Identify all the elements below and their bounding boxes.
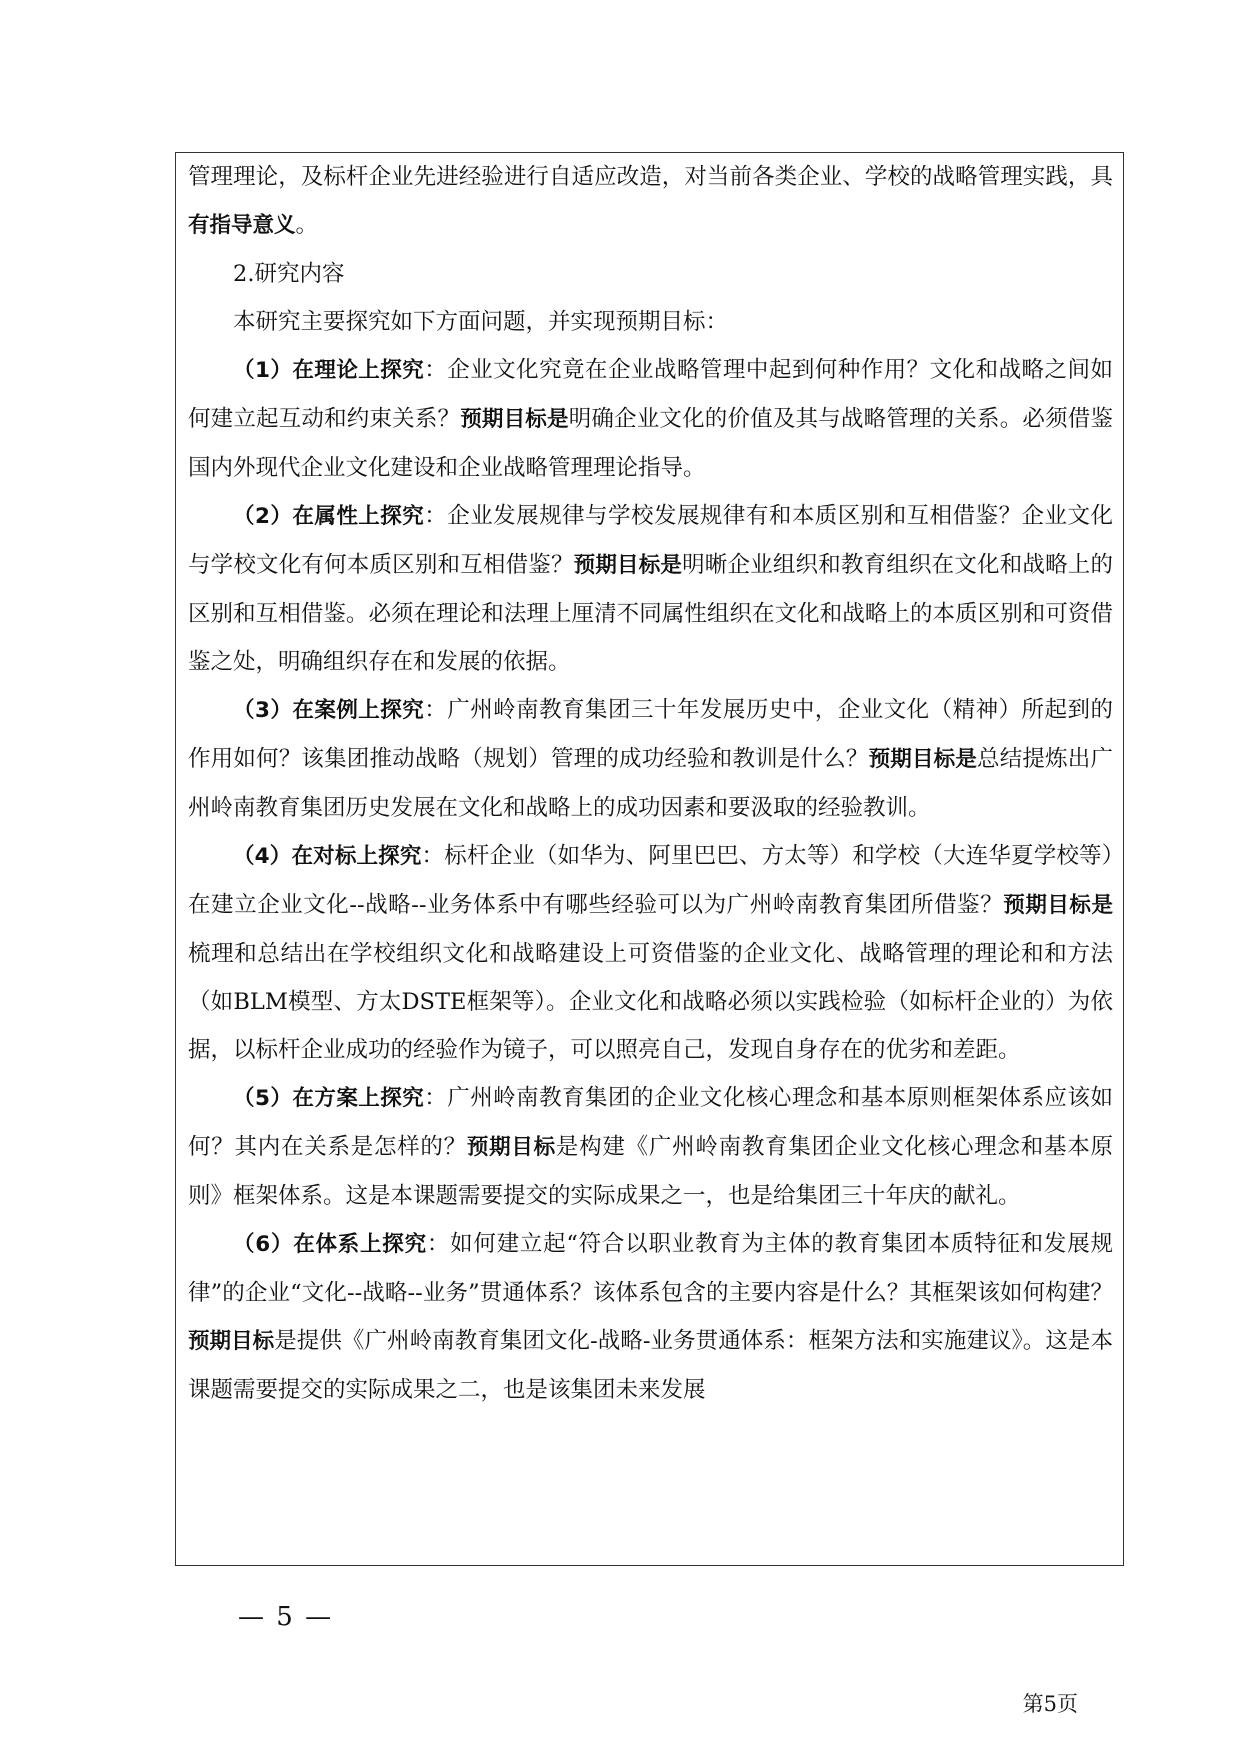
item-paragraph-3 xyxy=(188,686,1113,832)
item-number: （5） xyxy=(233,1086,293,1111)
item-label: 在对标上探究 xyxy=(291,844,422,869)
goal-label: 预期目标 xyxy=(188,1329,275,1354)
item-colon: ： xyxy=(424,503,448,529)
item-number: （3） xyxy=(233,698,293,723)
intro-paragraph: 本研究主要探究如下方面问题，并实现预期目标： xyxy=(233,309,729,335)
item-question: 企业发展规律与学校发展规律有和本质区别和互相借鉴？企业文化与学校文化有何本质区别和互相借鉴？ xyxy=(188,503,1113,578)
item-paragraph-5 xyxy=(188,1074,1113,1220)
goal-label: 预期目标是 xyxy=(573,553,683,578)
goal-label: 预期目标 xyxy=(466,1135,556,1160)
item-paragraph-1 xyxy=(188,346,1113,492)
item-label: 在案例上探究 xyxy=(292,698,425,723)
goal-text: 总结提炼出广州岭南教育集团历史发展在文化和战略上的成功因素和要汲取的经验教训。 xyxy=(188,746,1113,821)
goal-label: 预期目标是 xyxy=(1003,893,1113,918)
item-label: 在方案上探究 xyxy=(292,1086,425,1111)
goal-label: 预期目标是 xyxy=(460,407,569,432)
item-number: （4） xyxy=(233,844,292,869)
goal-text: 是提供《广州岭南教育集团文化-战略-业务贯通体系：框架方法和实施建议》。这是本课题需要提交的实际成果之二，也是该集团未来发展 xyxy=(188,1328,1113,1403)
continuation-paragraph xyxy=(188,153,1113,250)
item-paragraph-4 xyxy=(188,832,1113,1074)
item-number: （6） xyxy=(233,1232,294,1257)
item-label: 在体系上探究 xyxy=(293,1232,427,1257)
item-colon: ： xyxy=(426,1231,451,1257)
text-run: 管理理论，及标杆企业先进经验进行自适应改造，对当前各类企业、学校的战略管理 xyxy=(188,164,1023,190)
goal-text: 明确企业文化的价值及其与战略管理的关系。必须借鉴国内外现代企业文化建设和企业战略管理理论指导。 xyxy=(188,406,1113,481)
item-number: （2） xyxy=(233,504,293,529)
page-number-label: 第5页 xyxy=(1022,1692,1078,1716)
item-colon: ： xyxy=(424,1085,448,1111)
item-number: （1） xyxy=(233,358,293,383)
goal-label: 预期目标是 xyxy=(868,747,978,772)
item-colon: ： xyxy=(424,357,448,383)
item-paragraph-6 xyxy=(188,1220,1113,1414)
bold-text: 有指导意义 xyxy=(188,213,296,238)
item-question: 广州岭南教育集团三十年发展历史中，企业文化（精神）所起到的作用如何？该集团推动战略（规划）管理的成功经验和教训是什么？ xyxy=(188,697,1113,772)
item-paragraph-2 xyxy=(188,492,1113,686)
text-run: 。 xyxy=(295,212,319,238)
item-label: 在属性上探究 xyxy=(292,504,425,529)
item-question: 企业文化究竟在企业战略管理中起到何种作用？文化和战略之间如何建立起互动和约束关系？ xyxy=(188,357,1113,432)
content-frame xyxy=(175,152,1124,1566)
page-number-center: — 5 — xyxy=(238,1602,334,1632)
goal-text: 明晰企业组织和教育组织在文化和战略上的区别和互相借鉴。必须在理论和法理上厘清不同属性组织在文化和战略上的本质区别和可资借鉴之处，明确组织存在和发展的依据。 xyxy=(188,552,1113,675)
goal-text: 是构建《广州岭南教育集团企业文化核心理念和基本原则》框架体系。这是本课题需要提交的实际成果之一，也是给集团三十年庆的献礼。 xyxy=(188,1134,1113,1209)
item-question: 标杆企业（如华为、阿里巴巴、方太等）和学校（大连华夏学校等）在建立企业文化--战略--业务体系中有哪些经验可以为广州岭南教育集团所借鉴？ xyxy=(188,843,1113,918)
item-colon: ： xyxy=(424,697,448,723)
document-body xyxy=(188,153,1113,1414)
text-run: 实践，具 xyxy=(1022,164,1113,190)
goal-text: 梳理和总结出在学校组织文化和战略建设上可资借鉴的企业文化、战略管理的理论和和方法（如BLM模型、方太DSTE框架等）。企业文化和战略必须以实践检验（如标杆企业的）为依据，以标杆企业成功的经验作为镜子，可以照亮自己，发现自身存在的优劣和差距。 xyxy=(188,941,1113,1063)
item-colon: ： xyxy=(421,843,445,869)
item-question: 如何建立起“符合以职业教育为主体的教育集团本质特征和发展规律”的企业“文化--战略--业务”贯通体系？该体系包含的主要内容是什么？其框架该如何构建？ xyxy=(188,1231,1113,1306)
item-question: 广州岭南教育集团的企业文化核心理念和基本原则框架体系应该如何？其内在关系是怎样的？ xyxy=(188,1085,1113,1160)
item-label: 在理论上探究 xyxy=(292,358,425,383)
section-heading: 2.研究内容 xyxy=(233,261,345,287)
